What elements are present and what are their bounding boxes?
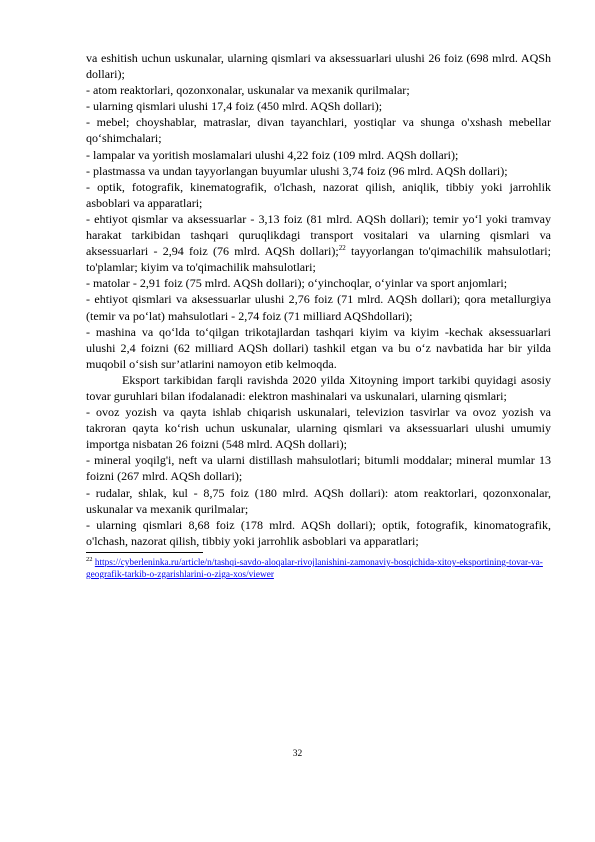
footnote-mark: 22 — [86, 555, 93, 563]
body-paragraph-with-footnote-ref — [86, 211, 551, 275]
footnote-separator — [86, 552, 203, 553]
body-paragraph: - atom reaktorlari, qozonxonalar, uskunalar va mexanik qurilmalar; — [86, 83, 410, 98]
body-paragraph: - mineral yoqilg'i, neft va ularni distillash mahsulotlari; bitumli moddalar; mineral mumlar 13 foizni (267 mlrd. AQSh dollari); — [86, 453, 551, 484]
body-paragraph: - ularning qismlari ulushi 17,4 foiz (450 mlrd. AQSh dollari); — [86, 99, 383, 114]
paragraph-text: - ehtiyot qismlar va aksessuarlar - 3,13 foiz (81 mlrd. AQSh dollari); temir yo‘l yoki tramvay harakat tarkibidan tashqari quruqlikdagi transport vositalari va ularning qismlari va aksessuarlari - 2,94 foiz (76 mlrd. AQSh dollari); — [86, 211, 551, 259]
body-paragraph: - ovoz yozish va qayta ishlab chiqarish uskunalari, televizion tasvirlar va ovoz yozish va takroran qayta ko‘rish uchun uskunalar, ularning qismlari va aksessuarlari ulushi umumiy importga nisbatan 26 foizni (548 mlrd. AQSh dollari); — [86, 405, 551, 452]
body-paragraph: - mashina va qo‘lda to‘qilgan trikotajlardan tashqari kiyim va kiyim -kechak aksessuarlari ulushi 2,4 foizni (62 milliard AQSh dollari) tashkil etgan va bu o‘z navbatida har bir yilda muqobil o‘sish sur’atlarini namoyon etib kelmoqda. — [86, 324, 551, 371]
body-paragraph: - lampalar va yoritish moslamalari ulushi 4,22 foiz (109 mlrd. AQSh dollari); — [86, 147, 459, 162]
body-paragraph: - matolar - 2,91 foiz (75 mlrd. AQSh dollari); o‘yinchoqlar, o‘yinlar va sport anjomlari; — [86, 276, 508, 291]
body-paragraph: - rudalar, shlak, kul - 8,75 foiz (180 mlrd. AQSh dollari): atom reaktorlari, qozonxonalar, uskunalar va mexanik qurilmalar; — [86, 485, 551, 516]
footnote — [86, 554, 551, 581]
body-paragraph: - ularning qismlari 8,68 foiz (178 mlrd. AQSh dollari); optik, fotografik, kinomatografik, o'lchash, nazorat qilish, tibbiy yoki jarrohlik asboblari va apparatlari; — [86, 517, 551, 548]
footnote-reference[interactable]: 22 — [338, 244, 346, 253]
indented-paragraph: Eksport tarkibidan farqli ravishda 2020 yilda Xitoyning import tarkibi quyidagi asosiy tovar guruhlari bilan ifodalanadi: elektron mashinalari va uskunalari, ularning qismlari; — [86, 372, 551, 403]
body-paragraph: - optik, fotografik, kinematografik, o'lchash, nazorat qilish, aniqlik, tibbiy yoki jarrohlik asboblari va apparatlari; — [86, 179, 551, 210]
body-paragraph: - plastmassa va undan tayyorlangan buyumlar ulushi 3,74 foiz (96 mlrd. AQSh dollari); — [86, 163, 508, 178]
body-paragraph: - ehtiyot qismlari va aksessuarlar ulushi 2,76 foiz (71 mlrd. AQSh dollari); qora metallurgiya (temir va po‘lat) mahsulotlari - 2,74 foiz (71 milliard AQShdollari); — [86, 292, 551, 323]
body-paragraph: va eshitish uchun uskunalar, ularning qismlari va aksessuarlari ulushi 26 foiz (698 mlrd. AQSh dollari); — [86, 51, 551, 82]
body-paragraph: - mebel; choyshablar, matraslar, divan tayanchlari, yostiqlar va shunga o'xshash mebellar qo‘shimchalari; — [86, 115, 551, 146]
footnote-link[interactable]: https://cyberleninka.ru/article/n/tashqi-savdo-aloqalar-rivojlanishini-zamonaviy-bosqichida-xitoy-eksportining-tovar-va-geografik-tarkib-o-zgarishlarini-o-ziga-xos/viewer — [86, 558, 543, 580]
document-body — [86, 50, 551, 581]
paragraph-text: tayyorlangan to'qimachilik mahsulotlari; to'plamlar; kiyim va to'qimachilik mahsulotlari; — [86, 244, 551, 275]
page-number: 32 — [292, 749, 303, 759]
